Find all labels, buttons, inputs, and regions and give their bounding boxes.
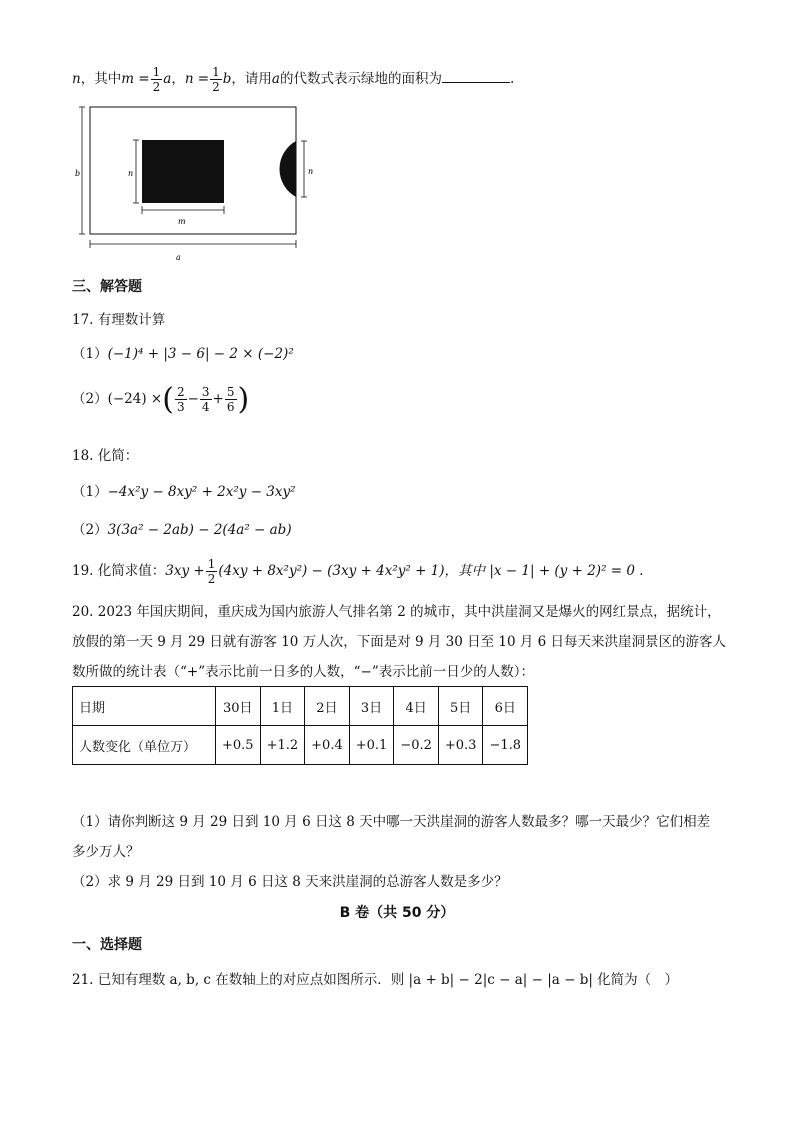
var-n: n bbox=[72, 71, 81, 87]
var-a: a bbox=[163, 71, 172, 87]
var-a-2: a bbox=[271, 71, 280, 87]
fraction-half bbox=[151, 66, 163, 93]
frac-den: 4 bbox=[201, 400, 210, 414]
dark-rect bbox=[142, 140, 224, 203]
fraction-half-q19 bbox=[206, 558, 218, 585]
q17-lead: (−24) × bbox=[107, 391, 163, 407]
q16-line bbox=[72, 66, 514, 93]
comma: ， bbox=[171, 71, 185, 87]
q20-line3: 数所做的统计表（“+”表示比前一日多的人数，“−”表示比前一日少的人数）： bbox=[72, 664, 534, 680]
table-row bbox=[73, 726, 528, 765]
section-b1-title: 一、选择题 bbox=[72, 937, 142, 953]
fraction-5-6 bbox=[225, 386, 237, 413]
var-b: b bbox=[222, 71, 232, 87]
q20-part1-line1: （1）请你判断这 9 月 29 日到 10 月 6 日这 8 天中哪一天洪崖洞的游客人数最多？哪一天最少？它们相差 bbox=[72, 814, 711, 830]
q19-title: 19. 化简求值： bbox=[72, 563, 166, 579]
table-cell: +0.3 bbox=[438, 726, 483, 765]
table-cell: 2日 bbox=[305, 687, 350, 726]
table-cell: +0.4 bbox=[305, 726, 350, 765]
plus-sign: + bbox=[212, 391, 224, 407]
minus-sign: − bbox=[187, 391, 199, 407]
part-label: （2） bbox=[72, 391, 108, 407]
table-cell: −0.2 bbox=[394, 726, 439, 765]
period: . bbox=[509, 71, 515, 87]
q17-part2 bbox=[72, 382, 249, 417]
table-cell: 3日 bbox=[349, 687, 394, 726]
q16-text1: ，其中 bbox=[80, 71, 122, 87]
q17-expr1: (−1)⁴ + |3 − 6| − 2 × (−2)² bbox=[107, 346, 294, 362]
frac-num: 1 bbox=[152, 65, 161, 79]
q16-text2: ，请用 bbox=[231, 71, 272, 87]
fraction-3-4 bbox=[200, 386, 212, 413]
paren-close: ) bbox=[237, 382, 250, 417]
q19-expr-a: 3xy + bbox=[165, 563, 205, 579]
q18-title: 18. 化简： bbox=[72, 448, 139, 464]
label-m: m bbox=[178, 217, 186, 226]
frac-den: 2 bbox=[212, 80, 220, 94]
garden-figure bbox=[70, 104, 314, 264]
table-cell: 1日 bbox=[260, 687, 305, 726]
q16-text3: 的代数式表示绿地的面积为 bbox=[279, 71, 442, 87]
table-cell: +0.5 bbox=[216, 726, 261, 765]
q17-title: 17. 有理数计算 bbox=[72, 312, 166, 328]
fraction-2-3 bbox=[175, 386, 187, 413]
part-label: （1） bbox=[72, 484, 108, 500]
paren-open: ( bbox=[162, 382, 174, 417]
frac-num: 3 bbox=[201, 385, 210, 399]
part-label: （2） bbox=[72, 522, 108, 538]
m-equals: m = bbox=[121, 71, 150, 87]
q21-line: 21. 已知有理数 a, b, c 在数轴上的对应点如图所示．则 |a + b| − 2|c − a| − |a − b| 化简为（ ） bbox=[72, 972, 679, 988]
table-cell: +0.1 bbox=[349, 726, 394, 765]
table-cell: −1.8 bbox=[483, 726, 528, 765]
table-header-cell: 人数变化（单位万） bbox=[73, 726, 216, 765]
q18-expr2: 3(3a² − 2ab) − 2(4a² − ab) bbox=[107, 522, 292, 538]
label-b: b bbox=[75, 169, 81, 178]
label-a: a bbox=[176, 253, 181, 262]
q17-part1 bbox=[72, 342, 294, 362]
q18-expr1: −4x²y − 8xy² + 2x²y − 3xy² bbox=[107, 484, 296, 500]
visitor-stats-table bbox=[72, 686, 528, 765]
frac-den: 2 bbox=[207, 572, 216, 586]
table-cell: 30日 bbox=[216, 687, 261, 726]
frac-den: 3 bbox=[176, 400, 185, 414]
part-b-title: B 卷（共 50 分） bbox=[339, 905, 455, 921]
frac-num: 1 bbox=[212, 65, 220, 79]
q18-part2 bbox=[72, 518, 292, 538]
section-title: 三、解答题 bbox=[72, 279, 142, 295]
part-label: （1） bbox=[72, 346, 108, 362]
answer-blank[interactable] bbox=[442, 70, 510, 83]
frac-den: 6 bbox=[226, 400, 235, 414]
q19-line bbox=[72, 558, 644, 585]
label-n-right: n bbox=[308, 167, 314, 176]
q20-part2: （2）求 9 月 29 日到 10 月 6 日这 8 天来洪崖洞的总游客人数是多少？ bbox=[72, 874, 508, 890]
q20-line1: 20. 2023 年国庆期间，重庆成为国内旅游人气排名第 2 的城市，其中洪崖洞又是爆火的网红景点，据统计， bbox=[72, 604, 721, 620]
q20-part1-line2: 多少万人？ bbox=[72, 844, 140, 860]
table-cell: 4日 bbox=[394, 687, 439, 726]
q18-part1 bbox=[72, 480, 296, 500]
frac-num: 5 bbox=[226, 385, 235, 399]
frac-den: 2 bbox=[152, 80, 161, 94]
label-n-left: n bbox=[128, 169, 134, 178]
table-row bbox=[73, 687, 528, 726]
table-cell: +1.2 bbox=[260, 726, 305, 765]
table-header-cell: 日期 bbox=[73, 687, 216, 726]
table-cell: 6日 bbox=[483, 687, 528, 726]
n-equals: n = bbox=[184, 71, 210, 87]
table-cell: 5日 bbox=[438, 687, 483, 726]
q20-line2: 放假的第一天 9 月 29 日就有游客 10 万人次，下面是对 9 月 30 日至 10 月 6 日每天来洪崖洞景区的游客人 bbox=[72, 634, 727, 650]
q19-expr-b: (4xy + 8x²y²) − (3xy + 4x²y² + 1)，其中 |x − 1| + (y + 2)² = 0 . bbox=[218, 563, 644, 579]
fraction-half-2 bbox=[210, 66, 222, 93]
frac-num: 2 bbox=[176, 385, 185, 399]
semicircle bbox=[279, 141, 296, 197]
frac-num: 1 bbox=[207, 557, 216, 571]
